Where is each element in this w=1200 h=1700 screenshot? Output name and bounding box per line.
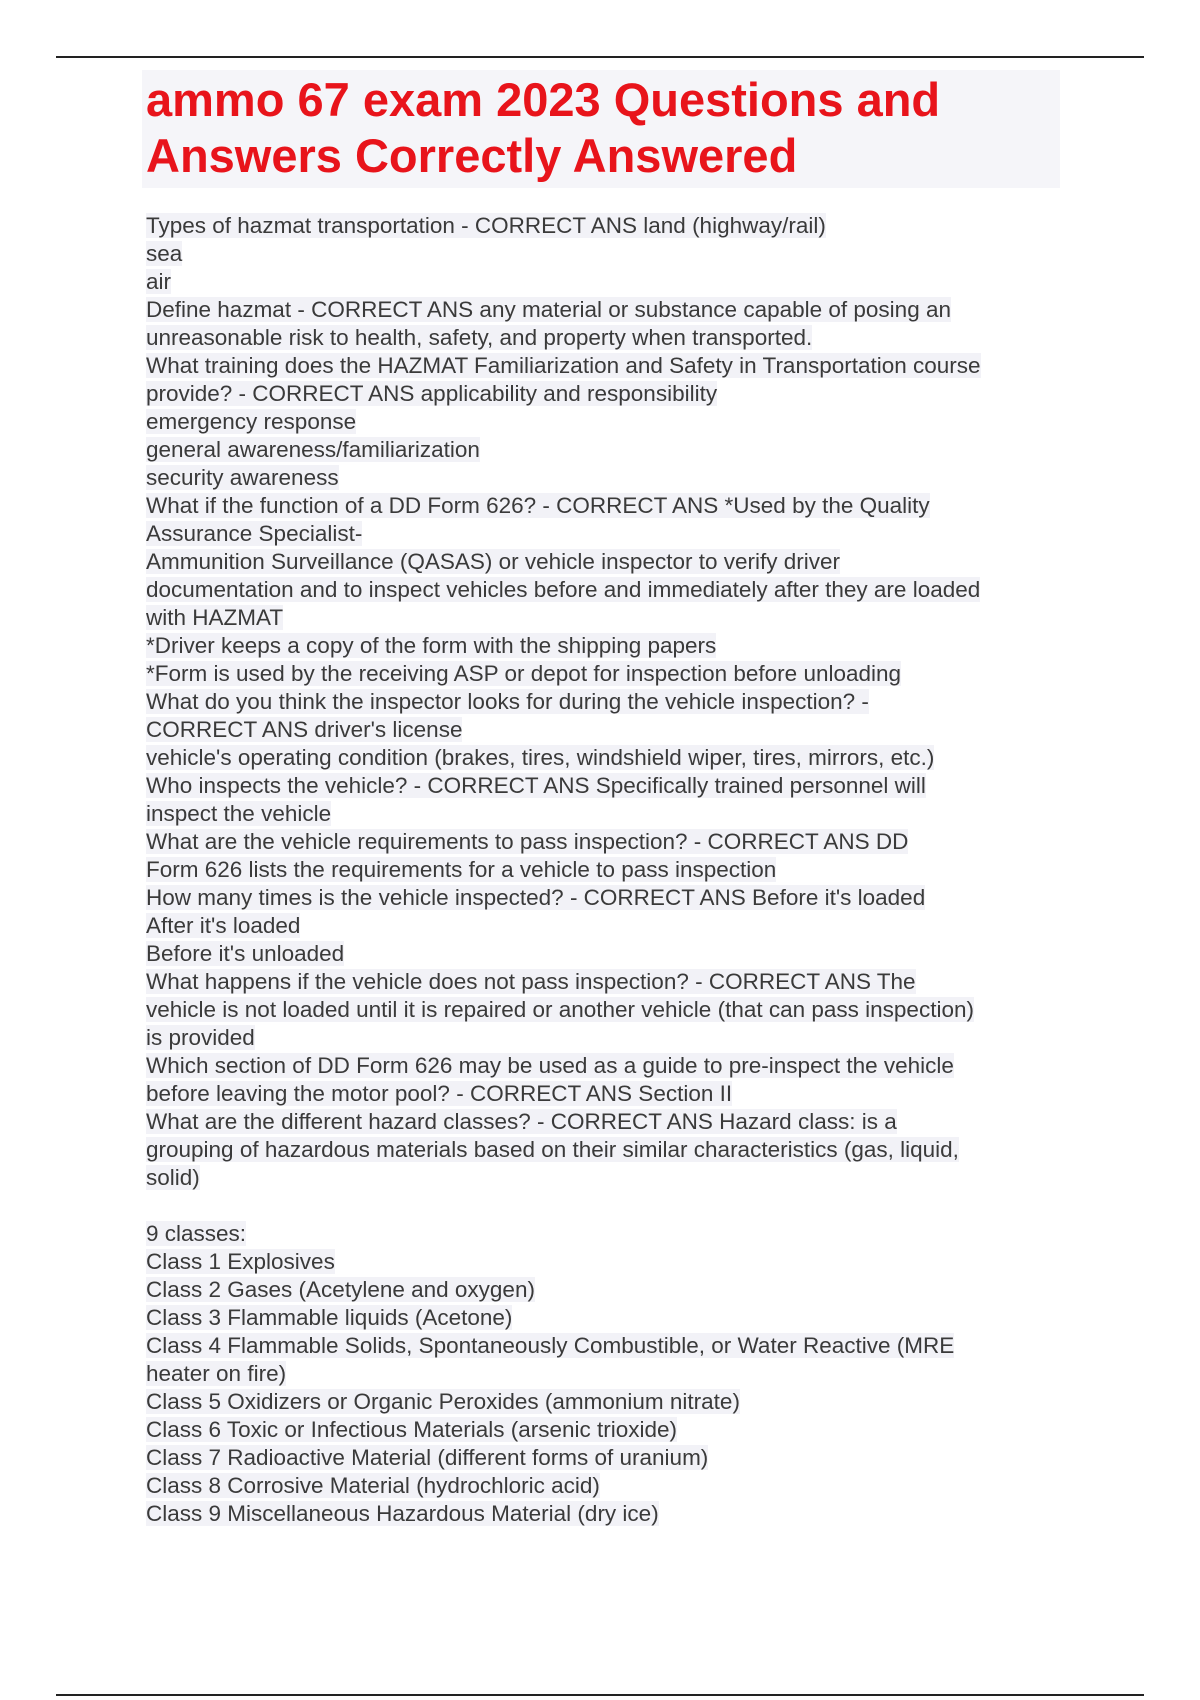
text-line-content: Who inspects the vehicle? - CORRECT ANS Specifically trained personnel will <box>146 773 926 798</box>
text-line-content: is provided <box>146 1025 255 1050</box>
text-line-content: unreasonable risk to health, safety, and property when transported. <box>146 325 813 350</box>
text-line <box>146 408 1046 436</box>
text-line-content: heater on fire) <box>146 1361 287 1386</box>
text-line <box>146 1360 1046 1388</box>
text-line-content: Types of hazmat transportation - CORRECT ANS land (highway/rail) <box>146 213 826 238</box>
text-line-content: What are the different hazard classes? - CORRECT ANS Hazard class: is a <box>146 1109 897 1134</box>
text-line <box>146 996 1046 1024</box>
text-line-content: How many times is the vehicle inspected? - CORRECT ANS Before it's loaded <box>146 885 926 910</box>
text-line <box>146 772 1046 800</box>
text-line-content: emergency response <box>146 409 357 434</box>
text-line <box>146 800 1046 828</box>
text-line-content: Form 626 lists the requirements for a vehicle to pass inspection <box>146 857 777 882</box>
text-line <box>146 1444 1046 1472</box>
text-line <box>146 968 1046 996</box>
text-line-content: What training does the HAZMAT Familiarization and Safety in Transportation course <box>146 353 981 378</box>
text-line <box>146 1220 1046 1248</box>
text-line <box>146 380 1046 408</box>
title-block <box>142 70 1060 188</box>
text-line-content: Class 1 Explosives <box>146 1249 335 1274</box>
text-line <box>146 268 1046 296</box>
text-line <box>146 492 1046 520</box>
document-body <box>146 212 1046 1528</box>
text-line-content: 9 classes: <box>146 1221 247 1246</box>
text-line-content: solid) <box>146 1165 200 1190</box>
text-line <box>146 212 1046 240</box>
text-line-content: Class 5 Oxidizers or Organic Peroxides (ammonium nitrate) <box>146 1389 740 1414</box>
text-line <box>146 1248 1046 1276</box>
text-line <box>146 436 1046 464</box>
text-line-content: vehicle is not loaded until it is repaired or another vehicle (that can pass inspection) <box>146 997 974 1022</box>
text-line <box>146 688 1046 716</box>
text-line-content: CORRECT ANS driver's license <box>146 717 463 742</box>
text-line-content: documentation and to inspect vehicles before and immediately after they are loaded <box>146 577 981 602</box>
text-line-content: Which section of DD Form 626 may be used as a guide to pre-inspect the vehicle <box>146 1053 954 1078</box>
text-line-content: before leaving the motor pool? - CORRECT ANS Section II <box>146 1081 733 1106</box>
text-line-content: vehicle's operating condition (brakes, tires, windshield wiper, tires, mirrors, etc.) <box>146 745 935 770</box>
text-line <box>146 1416 1046 1444</box>
text-line <box>146 744 1046 772</box>
text-line <box>146 632 1046 660</box>
text-line <box>146 1108 1046 1136</box>
text-line-content: inspect the vehicle <box>146 801 332 826</box>
text-line-content: What happens if the vehicle does not pass inspection? - CORRECT ANS The <box>146 969 916 994</box>
text-line-content: Ammunition Surveillance (QASAS) or vehicle inspector to verify driver <box>146 549 841 574</box>
text-line-content: general awareness/familiarization <box>146 437 480 462</box>
text-line <box>146 520 1046 548</box>
text-line <box>146 1500 1046 1528</box>
text-line-content: provide? - CORRECT ANS applicability and responsibility <box>146 381 718 406</box>
blank-line <box>146 1192 1046 1220</box>
text-line <box>146 464 1046 492</box>
text-line <box>146 856 1046 884</box>
text-line-content: with HAZMAT <box>146 605 284 630</box>
text-line <box>146 912 1046 940</box>
text-line-content: Class 6 Toxic or Infectious Materials (arsenic trioxide) <box>146 1417 678 1442</box>
text-line-content: Class 8 Corrosive Material (hydrochloric acid) <box>146 1473 600 1498</box>
text-line <box>146 1472 1046 1500</box>
text-line-content: air <box>146 269 172 294</box>
text-line-content: security awareness <box>146 465 339 490</box>
text-line <box>146 1164 1046 1192</box>
text-line <box>146 1136 1046 1164</box>
text-line <box>146 660 1046 688</box>
text-line-content: Before it's unloaded <box>146 941 345 966</box>
top-rule <box>56 56 1144 58</box>
page-title: ammo 67 exam 2023 Questions and Answers Correctly Answered <box>146 73 941 182</box>
text-line-content: Class 9 Miscellaneous Hazardous Material (dry ice) <box>146 1501 659 1526</box>
text-line <box>146 884 1046 912</box>
text-line-content: After it's loaded <box>146 913 301 938</box>
text-line <box>146 324 1046 352</box>
text-line <box>146 1080 1046 1108</box>
text-line-content: Class 3 Flammable liquids (Acetone) <box>146 1305 513 1330</box>
text-line-content: Define hazmat - CORRECT ANS any material or substance capable of posing an <box>146 297 951 322</box>
text-line-content: *Form is used by the receiving ASP or depot for inspection before unloading <box>146 661 902 686</box>
text-line-content: What are the vehicle requirements to pass inspection? - CORRECT ANS DD <box>146 829 909 854</box>
text-line <box>146 548 1046 576</box>
text-line <box>146 576 1046 604</box>
text-line <box>146 240 1046 268</box>
text-line-content: grouping of hazardous materials based on their similar characteristics (gas, liquid, <box>146 1137 959 1162</box>
text-line <box>146 296 1046 324</box>
text-line-content: *Driver keeps a copy of the form with the shipping papers <box>146 633 717 658</box>
text-line-content: Class 2 Gases (Acetylene and oxygen) <box>146 1277 535 1302</box>
text-line-content: sea <box>146 241 183 266</box>
text-line <box>146 352 1046 380</box>
text-line <box>146 604 1046 632</box>
text-line <box>146 1024 1046 1052</box>
text-line <box>146 1388 1046 1416</box>
text-line <box>146 1276 1046 1304</box>
text-line <box>146 828 1046 856</box>
text-line-content: Assurance Specialist- <box>146 521 363 546</box>
text-line-content: What do you think the inspector looks for during the vehicle inspection? - <box>146 689 869 714</box>
text-line <box>146 1332 1046 1360</box>
text-line <box>146 940 1046 968</box>
text-line <box>146 1304 1046 1332</box>
bottom-rule <box>56 1694 1144 1696</box>
text-line <box>146 1052 1046 1080</box>
text-line-content: Class 4 Flammable Solids, Spontaneously Combustible, or Water Reactive (MRE <box>146 1333 955 1358</box>
text-line-content: Class 7 Radioactive Material (different forms of uranium) <box>146 1445 709 1470</box>
text-line <box>146 716 1046 744</box>
text-line-content: What if the function of a DD Form 626? - CORRECT ANS *Used by the Quality <box>146 493 930 518</box>
